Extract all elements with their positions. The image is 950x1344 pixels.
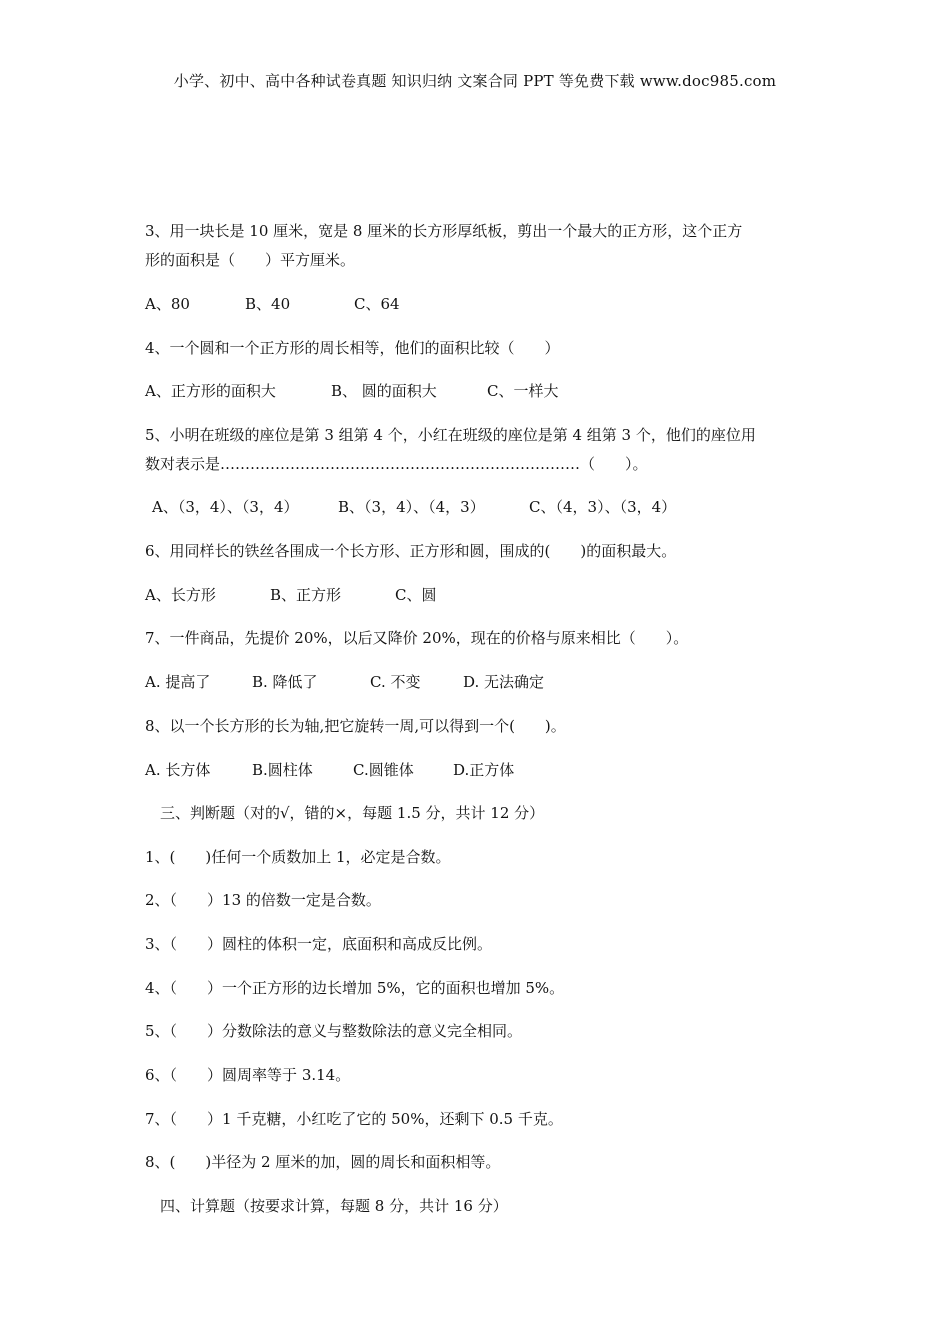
q8-line1: 8、以一个长方形的长为轴,把它旋转一周,可以得到一个( )。: [145, 717, 566, 735]
q5-line1: 5、小明在班级的座位是第 3 组第 4 个，小红在班级的座位是第 4 组第 3 个，他们的座位用: [145, 426, 756, 444]
q7-option-c: C. 不变: [370, 673, 421, 691]
q5-line2: 数对表示是………………………………………………………………（ ）。: [145, 455, 648, 473]
judge-item-3: 3、（ ）圆柱的体积一定，底面积和高成反比例。: [145, 935, 493, 953]
judge-item-5: 5、（ ）分数除法的意义与整数除法的意义完全相同。: [145, 1022, 523, 1040]
q4-option-c: C、一样大: [487, 382, 559, 400]
q6-option-c: C、圆: [395, 586, 437, 604]
q5-option-b: B、（3，4）、（4，3）: [338, 498, 485, 516]
judge-item-1: 1、( )任何一个质数加上 1，必定是合数。: [145, 848, 451, 866]
q3-line1: 3、用一块长是 10 厘米，宽是 8 厘米的长方形厚纸板，剪出一个最大的正方形，这个正方: [145, 222, 743, 240]
q6-option-a: A、长方形: [145, 586, 216, 604]
q8-option-d: D.正方体: [453, 761, 515, 779]
q7-option-b: B. 降低了: [252, 673, 318, 691]
q5-option-a: A、（3，4）、（3，4）: [152, 498, 299, 516]
q4-line1: 4、一个圆和一个正方形的周长相等，他们的面积比较（ ）: [145, 339, 560, 357]
section4-title: 四、计算题（按要求计算，每题 8 分，共计 16 分）: [160, 1197, 508, 1215]
q3-option-b: B、40: [245, 295, 291, 313]
q6-option-b: B、正方形: [270, 586, 342, 604]
q4-option-b: B、 圆的面积大: [331, 382, 437, 400]
q6-line1: 6、用同样长的铁丝各围成一个长方形、正方形和圆，围成的( )的面积最大。: [145, 542, 677, 560]
q8-option-c: C.圆锥体: [353, 761, 414, 779]
q7-option-d: D. 无法确定: [463, 673, 545, 691]
q7-line1: 7、一件商品，先提价 20%，以后又降价 20%，现在的价格与原来相比（ ）。: [145, 629, 689, 647]
judge-item-6: 6、（ ）圆周率等于 3.14。: [145, 1066, 351, 1084]
q8-option-a: A. 长方体: [145, 761, 211, 779]
section3-title: 三、判断题（对的√，错的×，每题 1.5 分，共计 12 分）: [160, 804, 545, 822]
q7-option-a: A. 提高了: [145, 673, 211, 691]
q5-option-c: C、（4，3）、（3，4）: [529, 498, 677, 516]
judge-item-8: 8、( )半径为 2 厘米的加，圆的周长和面积相等。: [145, 1153, 501, 1171]
judge-item-7: 7、（ ）1 千克糖，小红吃了它的 50%，还剩下 0.5 千克。: [145, 1110, 563, 1128]
judge-item-2: 2、（ ）13 的倍数一定是合数。: [145, 891, 381, 909]
q3-option-c: C、64: [354, 295, 400, 313]
q4-option-a: A、正方形的面积大: [145, 382, 276, 400]
page-header: 小学、初中、高中各种试卷真题 知识归纳 文案合同 PPT 等免费下载 www.doc985.com: [173, 72, 777, 90]
judge-item-4: 4、（ ）一个正方形的边长增加 5%，它的面积也增加 5%。: [145, 979, 565, 997]
q3-line2: 形的面积是（ ）平方厘米。: [145, 251, 356, 269]
q8-option-b: B.圆柱体: [252, 761, 313, 779]
q3-option-a: A、80: [145, 295, 190, 313]
